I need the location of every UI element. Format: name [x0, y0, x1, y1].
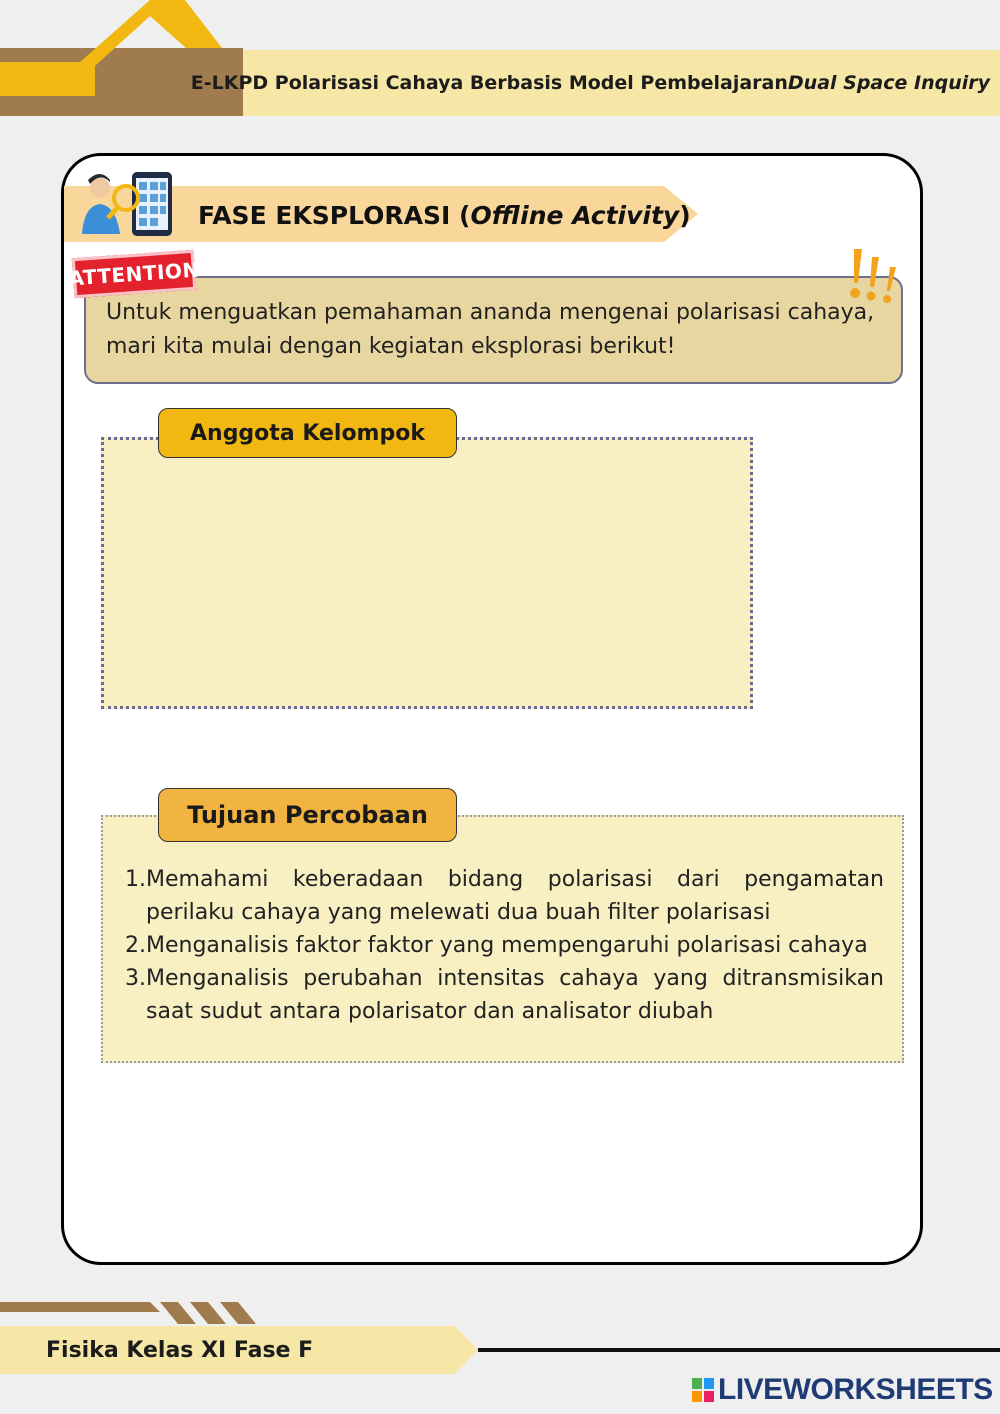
header-title-text: E-LKPD Polarisasi Cahaya Berbasis Model Pembelajaran [190, 72, 788, 94]
header-title [190, 50, 990, 116]
objectives-label: Tujuan Percobaan [158, 788, 457, 842]
objectives-list [120, 863, 884, 1028]
liveworksheets-brand: LIVEWORKSHEETS [718, 1373, 993, 1406]
objective-text: Memahami keberadaan bidang polarisasi dari pengamatan perilaku cahaya yang melewati dua buah filter polarisasi [146, 867, 884, 925]
phase-title-prefix: FASE EKSPLORASI ( [198, 201, 471, 230]
footer-text: Fisika Kelas XI Fase F [46, 1338, 314, 1363]
liveworksheets-logo-icon [692, 1378, 714, 1402]
objective-text: Menganalisis faktor faktor yang mempengaruhi polarisasi cahaya [146, 933, 868, 958]
header-chevron-decoration [0, 0, 260, 120]
objective-text: Menganalisis perubahan intensitas cahaya yang ditransmisikan saat sudut antara polarisator dan analisator diubah [146, 966, 884, 1024]
footer-line [478, 1348, 1000, 1352]
person-magnifier-phone-icon [80, 170, 180, 240]
objective-number: 1. [125, 867, 146, 892]
group-members-label: Anggota Kelompok [158, 408, 457, 458]
objective-item [120, 929, 884, 962]
objective-number: 2. [125, 933, 146, 958]
attention-tag: ATTENTION [72, 250, 196, 298]
phase-title-suffix: ) [679, 201, 691, 230]
attention-line-1: Untuk menguatkan pemahaman ananda mengenai polarisasi cahaya, [106, 300, 875, 325]
attention-line-2: mari kita mulai dengan kegiatan eksplorasi berikut! [106, 334, 676, 359]
objective-item [120, 962, 884, 1028]
objective-item [120, 863, 884, 929]
attention-text [106, 296, 886, 364]
phase-title [198, 196, 691, 236]
phase-title-italic: Offline Activity [470, 201, 680, 230]
group-members-input-area[interactable] [101, 437, 753, 709]
objective-number: 3. [125, 966, 146, 991]
header-title-italic: Dual Space Inquiry [787, 72, 990, 94]
liveworksheets-logo[interactable] [692, 1372, 993, 1408]
